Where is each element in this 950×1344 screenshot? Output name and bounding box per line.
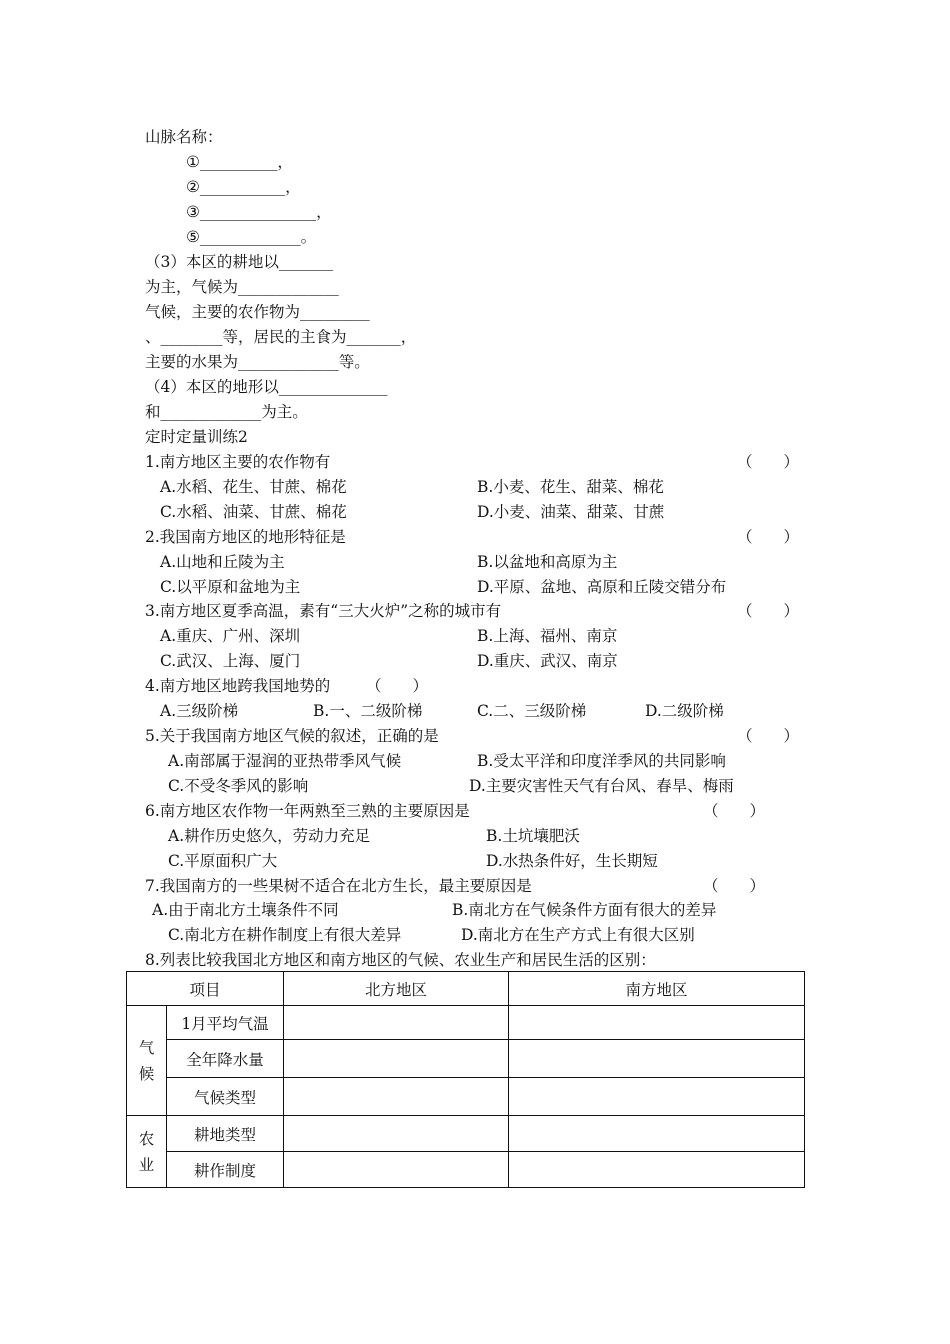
table-row <box>127 1152 805 1188</box>
table-header-row <box>127 972 805 1006</box>
question-4-option-a: A.三级阶梯 <box>160 702 239 720</box>
question-3-option-c: C.武汉、上海、厦门 <box>160 652 301 670</box>
row-label-cropping-system: 耕作制度 <box>167 1152 284 1188</box>
q4-line-1: （4）本区的地形以______________ <box>145 378 388 396</box>
row-label-climate-type: 气候类型 <box>167 1078 284 1116</box>
question-1-stem: 1.南方地区主要的农作物有 <box>145 453 331 471</box>
q3-line-1: （3）本区的耕地以_______ <box>145 253 334 271</box>
group-agriculture-char-2: 业 <box>138 1155 155 1174</box>
question-2-stem: 2.我国南方地区的地形特征是 <box>145 528 346 546</box>
mountain-blank-1: ①__________， <box>186 153 293 171</box>
q3-line-5: 主要的水果为_____________等。 <box>145 353 370 371</box>
group-climate-label <box>127 1006 167 1116</box>
question-1-option-a: A.水稻、花生、甘蔗、棉花 <box>160 478 347 496</box>
question-7-option-a: A.由于南北方土壤条件不同 <box>152 901 339 919</box>
question-3-stem: 3.南方地区夏季高温，素有“三大火炉”之称的城市有 <box>145 602 502 620</box>
question-1-answer-paren: （ ） <box>737 453 800 471</box>
header-item: 项目 <box>127 972 284 1006</box>
question-5-option-a: A.南部属于湿润的亚热带季风气候 <box>168 752 402 770</box>
question-6-option-b: B.土坑壤肥沃 <box>486 827 580 845</box>
question-6-option-d: D.水热条件好，生长期短 <box>486 852 658 870</box>
question-2-option-b: B.以盆地和高原为主 <box>477 553 618 571</box>
question-6-stem: 6.南方地区农作物一年两熟至三熟的主要原因是 <box>145 802 470 820</box>
question-7-option-b: B.南北方在气候条件方面有很大的差异 <box>452 901 717 919</box>
question-5-stem: 5.关于我国南方地区气候的叙述，正确的是 <box>145 727 439 745</box>
cell-south-cropping-system[interactable] <box>509 1152 805 1188</box>
cell-north-jan-temp[interactable] <box>284 1006 509 1040</box>
question-6-answer-paren: （ ） <box>703 802 766 820</box>
row-label-jan-temp: 1月平均气温 <box>167 1006 284 1040</box>
question-5-option-d: D.主要灾害性天气有台风、春旱、梅雨 <box>469 777 734 795</box>
question-5-option-c: C.不受冬季风的影响 <box>168 777 309 795</box>
question-2-option-d: D.平原、盆地、高原和丘陵交错分布 <box>477 578 727 596</box>
question-1-option-d: D.小麦、油菜、甜菜、甘蔗 <box>477 503 665 521</box>
q3-line-2: 为主，气候为_____________ <box>145 278 339 296</box>
header-north: 北方地区 <box>284 972 509 1006</box>
cell-south-precipitation[interactable] <box>509 1040 805 1078</box>
question-5-answer-paren: （ ） <box>737 727 800 745</box>
question-6-option-c: C.平原面积广大 <box>168 852 278 870</box>
q3-line-4: 、________等，居民的主食为_______， <box>145 328 417 346</box>
cell-north-cropping-system[interactable] <box>284 1152 509 1188</box>
mountain-blank-2: ②___________， <box>186 178 301 196</box>
q4-line-2: 和_____________为主。 <box>145 403 308 421</box>
group-agriculture-char-1: 农 <box>138 1129 155 1148</box>
cell-north-farmland-type[interactable] <box>284 1116 509 1152</box>
cell-north-climate-type[interactable] <box>284 1078 509 1116</box>
row-label-farmland-type: 耕地类型 <box>167 1116 284 1152</box>
section-title: 定时定量训练2 <box>145 428 248 446</box>
question-1-option-c: C.水稻、油菜、甘蔗、棉花 <box>160 503 347 521</box>
question-4-stem: 4.南方地区地跨我国地势的 <box>145 677 331 695</box>
mountain-names-label: 山脉名称： <box>145 128 223 146</box>
mountain-blank-3: ③_______________， <box>186 203 332 221</box>
question-1-option-b: B.小麦、花生、甜菜、棉花 <box>477 478 664 496</box>
table-row <box>127 1006 805 1040</box>
group-agriculture-label <box>127 1116 167 1188</box>
cell-south-jan-temp[interactable] <box>509 1006 805 1040</box>
question-3-option-a: A.重庆、广州、深圳 <box>160 627 301 645</box>
question-3-option-d: D.重庆、武汉、南京 <box>477 652 618 670</box>
table-row <box>127 1078 805 1116</box>
question-4-option-b: B.一、二级阶梯 <box>313 702 423 720</box>
group-climate-char-2: 候 <box>138 1064 155 1083</box>
cell-north-precipitation[interactable] <box>284 1040 509 1078</box>
question-7-option-c: C.南北方在耕作制度上有很大差异 <box>168 926 402 944</box>
question-2-option-a: A.山地和丘陵为主 <box>160 553 285 571</box>
question-4-answer-paren: （ ） <box>366 677 429 695</box>
question-8-stem: 8.列表比较我国北方地区和南方地区的气候、农业生产和居民生活的区别： <box>145 951 656 969</box>
question-5-option-b: B.受太平洋和印度洋季风的共同影响 <box>477 752 726 770</box>
q3-line-3: 气候，主要的农作物为_________ <box>145 303 370 321</box>
question-7-stem: 7.我国南方的一些果树不适合在北方生长，最主要原因是 <box>145 877 532 895</box>
cell-south-climate-type[interactable] <box>509 1078 805 1116</box>
comparison-table <box>126 971 805 1188</box>
question-6-option-a: A.耕作历史悠久，劳动力充足 <box>168 827 371 845</box>
table-row <box>127 1116 805 1152</box>
cell-south-farmland-type[interactable] <box>509 1116 805 1152</box>
question-2-answer-paren: （ ） <box>737 528 800 546</box>
question-7-answer-paren: （ ） <box>703 877 766 895</box>
table-row <box>127 1040 805 1078</box>
question-2-option-c: C.以平原和盆地为主 <box>160 578 301 596</box>
question-3-answer-paren: （ ） <box>737 602 800 620</box>
group-climate-char-1: 气 <box>138 1038 155 1057</box>
mountain-blank-5: ⑤_____________。 <box>186 228 317 246</box>
question-3-option-b: B.上海、福州、南京 <box>477 627 618 645</box>
question-4-option-c: C.二、三级阶梯 <box>477 702 587 720</box>
question-4-option-d: D.二级阶梯 <box>645 702 724 720</box>
header-south: 南方地区 <box>509 972 805 1006</box>
row-label-precipitation: 全年降水量 <box>167 1040 284 1078</box>
question-7-option-d: D.南北方在生产方式上有很大区别 <box>461 926 695 944</box>
